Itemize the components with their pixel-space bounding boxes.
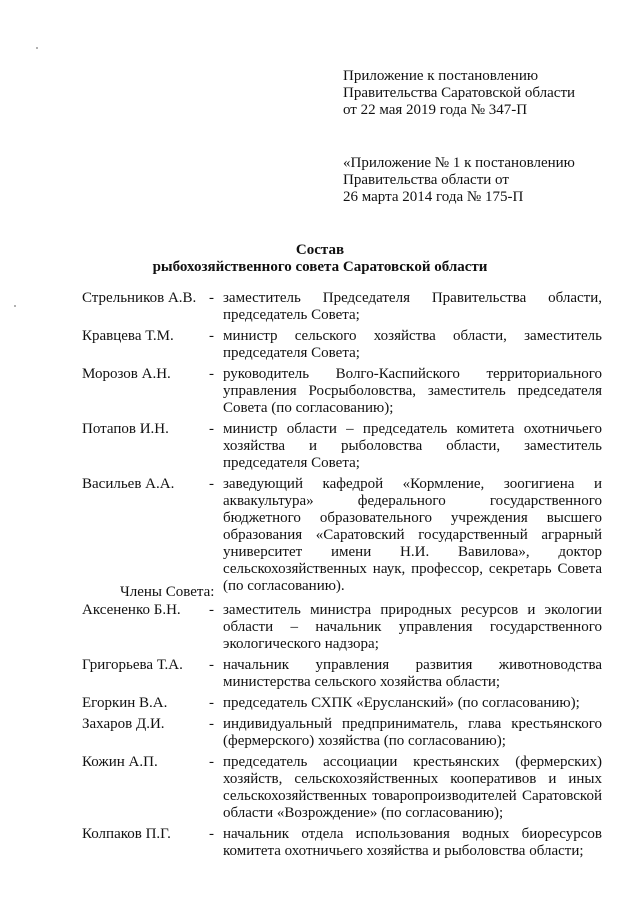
member-role: председатель ассоциации крестьянских (фермерских) хозяйств, сельскохозяйственных кооперативов и иных сельскохозяйственных товаропроизводителей Саратовской области «Возрождение» (по согласованию); [223,754,602,821]
dash-separator: - [209,826,214,842]
scan-speck [14,305,16,307]
member-role: заместитель министра природных ресурсов и экологии области – начальник управления государственного экологического надзора; [223,602,602,652]
roster-row [82,290,602,324]
member-role: министр области – председатель комитета охотничьего хозяйства и рыболовства области, заместитель председателя Совета; [223,421,602,471]
member-name: Захаров Д.И. [82,716,165,732]
member-name: Григорьева Т.А. [82,657,183,673]
annex-current-line: Приложение к постановлению [343,68,539,84]
dash-separator: - [209,366,214,382]
member-role: начальник управления развития животноводства министерства сельского хозяйства области; [223,657,602,690]
annex-prior-reference [343,155,575,206]
roster-row [82,695,602,712]
dash-separator: - [209,476,214,492]
roster-row [82,754,602,822]
dash-separator: - [209,716,214,732]
member-name: Егоркин В.А. [82,695,168,711]
roster-row [82,366,602,417]
annex-current-reference [343,68,575,119]
member-role: председатель СХПК «Ерусланский» (по согласованию); [223,695,580,711]
roster-row [82,328,602,362]
annex-prior-line: «Приложение № 1 к постановлению [343,155,575,171]
roster-row [82,826,602,860]
roster-row [82,602,602,653]
member-name: Кравцева Т.М. [82,328,174,344]
member-name: Васильев А.А. [82,476,175,492]
roster-row [82,421,602,472]
dash-separator: - [209,421,214,437]
annex-prior-line: 26 марта 2014 года № 175-П [343,189,524,205]
annex-prior-line: Правительства области от [343,172,509,188]
annex-current-line: Правительства Саратовской области [343,85,576,101]
dash-separator: - [209,290,214,306]
member-role: министр сельского хозяйства области, заместитель председателя Совета; [223,328,602,361]
member-name: Потапов И.Н. [82,421,169,437]
member-role: руководитель Волго-Каспийского территориального управления Росрыболовства, заместитель председателя Совета (по согласованию); [223,366,602,416]
member-name: Колпаков П.Г. [82,826,171,842]
member-name: Кожин А.П. [82,754,158,770]
annex-current-line: от 22 мая 2019 года № 347-П [343,102,528,118]
member-role: индивидуальный предприниматель, глава крестьянского (фермерского) хозяйства (по согласованию); [223,716,602,749]
members-heading: Члены Совета: [120,584,215,600]
dash-separator: - [209,754,214,770]
dash-separator: - [209,328,214,344]
member-name: Стрельников А.В. [82,290,197,306]
scan-speck [36,47,38,49]
roster-row [82,657,602,691]
document-title [0,242,640,276]
dash-separator: - [209,657,214,673]
title-line-1: Состав [295,242,345,258]
member-name: Морозов А.Н. [82,366,171,382]
member-role: заведующий кафедрой «Кормление, зоогигиена и аквакультура» федерального государственного бюджетного образовательного учреждения высшего образования «Саратовский государственный аграрный университет имени Н.И. Вавилова», доктор сельскохозяйственных наук, профессор, секретарь Совета (по согласованию). [223,476,602,594]
leadership-roster [82,290,602,599]
roster-row [82,476,602,595]
dash-separator: - [209,695,214,711]
roster-row [82,716,602,750]
member-name: Аксененко Б.Н. [82,602,181,618]
dash-separator: - [209,602,214,618]
member-role: начальник отдела использования водных биоресурсов комитета охотничьего хозяйства и рыболовства области; [223,826,602,859]
members-roster [82,602,602,864]
title-line-2: рыбохозяйственного совета Саратовской области [152,259,488,275]
member-role: заместитель Председателя Правительства области, председатель Совета; [223,290,602,323]
